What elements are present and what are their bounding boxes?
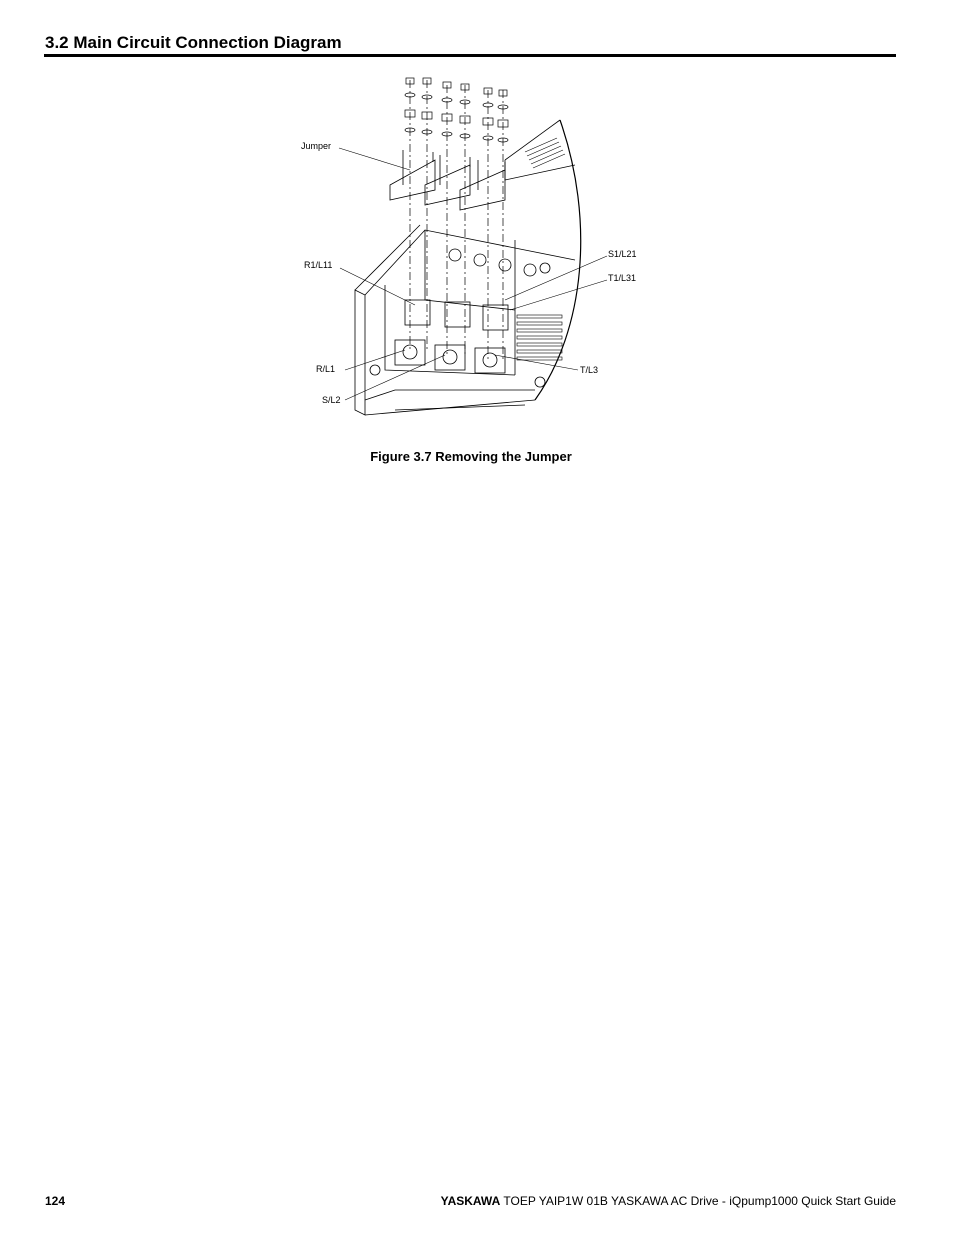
- header-rule: [44, 54, 896, 57]
- jumper-label: Jumper: [301, 141, 332, 151]
- t-l3-label: T/L3: [580, 365, 599, 375]
- r-l1-label: R/L1: [316, 364, 336, 374]
- page-number: 124: [45, 1194, 66, 1208]
- section-title: 3.2 Main Circuit Connection Diagram: [45, 33, 342, 52]
- jumper-removal-figure: [295, 70, 655, 440]
- drive-terminal-illustration: [295, 70, 655, 440]
- figure-caption: Figure 3.7 Removing the Jumper: [370, 449, 572, 464]
- footer-brand: YASKAWA: [440, 1194, 501, 1208]
- r1-l11-label: R1/L11: [304, 260, 333, 270]
- t1-l31-label: T1/L31: [608, 273, 637, 283]
- footer-doc-title: TOEP YAIP1W 01B YASKAWA AC Drive - iQpump1000 Quick Start Guide: [503, 1194, 896, 1208]
- footer-doc-info: [441, 1194, 896, 1208]
- s-l2-label: S/L2: [322, 395, 341, 405]
- s1-l21-label: S1/L21: [608, 249, 637, 259]
